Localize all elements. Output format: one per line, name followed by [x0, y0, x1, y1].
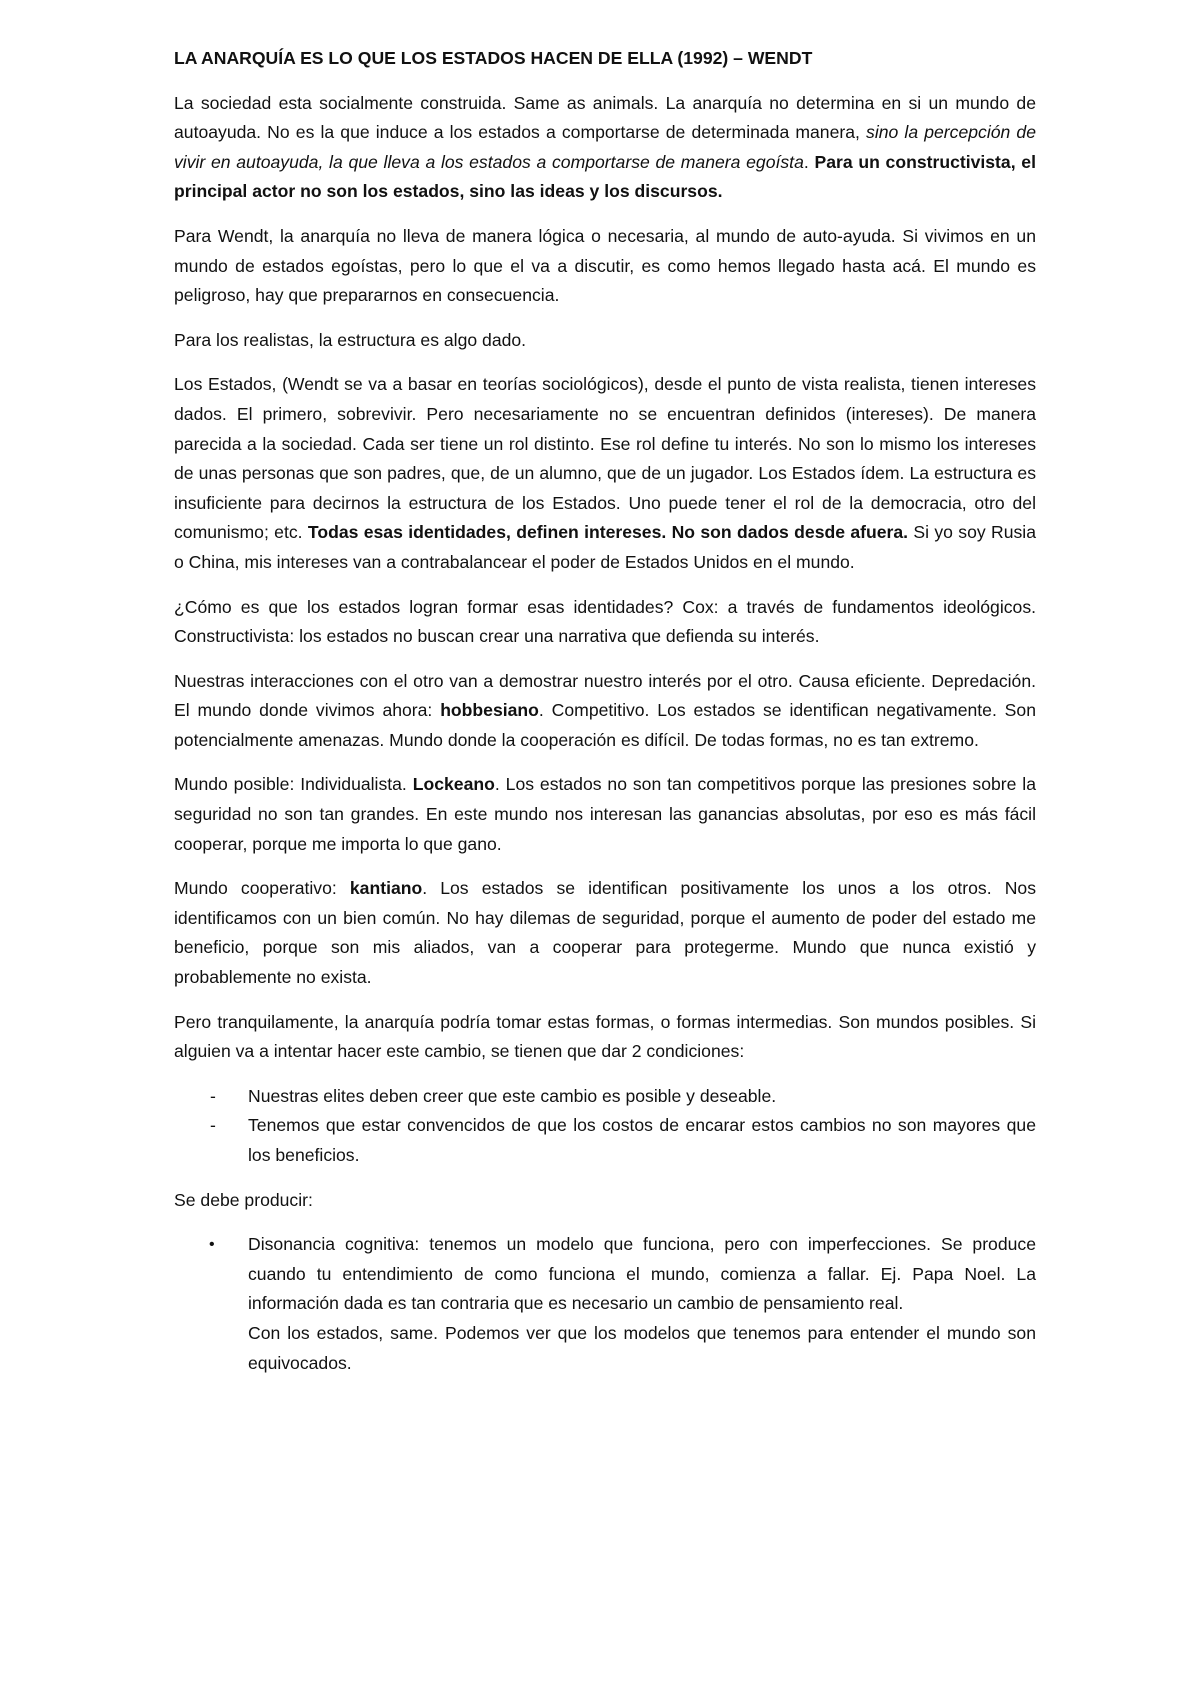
- paragraph-6-bold: hobbesiano: [440, 700, 539, 721]
- paragraph-8: [174, 874, 1036, 992]
- paragraph-9: Pero tranquilamente, la anarquía podría tomar estas formas, o formas intermedias. Son mundos posibles. Si alguien va a intentar hacer este cambio, se tienen que dar 2 condiciones:: [174, 1011, 1036, 1062]
- dash-marker: -: [210, 1085, 216, 1106]
- paragraph-8-bold: kantiano: [349, 878, 423, 899]
- conditions-list: [174, 1082, 1036, 1171]
- paragraph-6-text: Nuestras interacciones con el otro van a demostrar nuestro interés por el otro. Causa eficiente. Depredación. El mundo donde vivimos ahora:: [174, 670, 1036, 721]
- paragraph-3: Para los realistas, la estructura es algo dado.: [174, 329, 527, 350]
- bullet-text-1: Disonancia cognitiva: tenemos un modelo que funciona, pero con imperfecciones. Se produce cuando tu entendimiento de como funciona el mundo, comienza a fallar. Ej. Papa Noel. La información dada es tan contraria que es necesario un cambio de pensamiento real.: [248, 1234, 1036, 1314]
- paragraph-1-text: La sociedad esta socialmente construida. Same as animals. La anarquía no determina en si un mundo de autoayuda. No es la que induce a los estados a comportarse de determinada manera,: [174, 92, 1036, 143]
- paragraph-4-bold: Todas esas identidades, definen intereses. No son dados desde afuera.: [307, 522, 909, 543]
- paragraph-6: [174, 667, 1036, 756]
- paragraph-1-italic: sino la percepción de vivir en autoayuda, la que lleva a los estados a comportarse de manera egoísta: [174, 122, 1036, 172]
- paragraph-10: Se debe producir:: [174, 1189, 313, 1210]
- paragraph-4: [174, 370, 1036, 577]
- document-title: LA ANARQUÍA ES LO QUE LOS ESTADOS HACEN DE ELLA (1992) – WENDT: [174, 48, 813, 68]
- condition-text: Tenemos que estar convencidos de que los costos de encarar estos cambios no son mayores que los beneficios.: [248, 1115, 1036, 1165]
- bullet-list: [174, 1230, 1036, 1378]
- paragraph-5: ¿Cómo es que los estados logran formar esas identidades? Cox: a través de fundamentos ideológicos. Constructivista: los estados no buscan crear una narrativa que defienda su interés.: [174, 596, 1036, 647]
- paragraph-8-tail: . Los estados se identifican positivamente los unos a los otros. Nos identificamos con un bien común. No hay dilemas de seguridad, porque el aumento de poder del estado me beneficio, porque son mis aliados, van a cooperar para protegerme. Mundo que nunca existió y probablemente no exista.: [174, 878, 1036, 988]
- paragraph-8-text: Mundo cooperativo:: [174, 878, 337, 899]
- paragraph-4-tail: Si yo soy Rusia o China, mis intereses van a contrabalancear el poder de Estados Unidos en el mundo.: [174, 522, 1036, 572]
- paragraph-7: [174, 770, 1036, 859]
- condition-text: Nuestras elites deben creer que este cambio es posible y deseable.: [248, 1085, 777, 1106]
- list-item: [174, 1111, 1036, 1170]
- paragraph-1-bold: Para un constructivista, el principal actor no son los estados, sino las ideas y los discursos.: [174, 151, 1036, 202]
- dash-marker: -: [210, 1115, 216, 1136]
- bullet-marker: •: [209, 1236, 215, 1254]
- paragraph-1: [174, 89, 1036, 207]
- paragraph-4-text: Los Estados, (Wendt se va a basar en teorías sociológicos), desde el punto de vista realista, tienen intereses dados. El primero, sobrevivir. Pero necesariamente no se encuentran definidos (intereses). De manera parecida a la sociedad. Cada ser tiene un rol distinto. Ese rol define tu interés. No son lo mismo los intereses de unas personas que son padres, que, de un alumno, que de un jugador. Los Estados ídem. La estructura es insuficiente para decirnos la estructura de los Estados. Uno puede tener el rol de la democracia, otro del comunismo; etc.: [174, 374, 1036, 543]
- list-item: [174, 1230, 1036, 1378]
- paragraph-7-text: Mundo posible: Individualista.: [174, 774, 407, 795]
- paragraph-6-tail: . Competitivo. Los estados se identifican negativamente. Son potencialmente amenazas. Mundo donde la cooperación es difícil. De todas formas, no es tan extremo.: [174, 700, 1036, 750]
- paragraph-7-bold: Lockeano: [412, 774, 495, 795]
- paragraph-7-tail: . Los estados no son tan competitivos porque las presiones sobre la seguridad no son tan grandes. En este mundo nos interesan las ganancias absolutas, por eso es más fácil cooperar, porque me importa lo que gano.: [174, 774, 1036, 854]
- paragraph-1-period: .: [803, 151, 809, 172]
- list-item: [174, 1082, 1036, 1112]
- document-page: [174, 44, 1036, 1393]
- paragraph-2: Para Wendt, la anarquía no lleva de manera lógica o necesaria, al mundo de auto-ayuda. Si vivimos en un mundo de estados egoístas, pero lo que el va a discutir, es como hemos llegado hasta acá. El mundo es peligroso, hay que prepararnos en consecuencia.: [174, 225, 1036, 306]
- bullet-text-2: Con los estados, same. Podemos ver que los modelos que tenemos para entender el mundo son equivocados.: [248, 1322, 1036, 1373]
